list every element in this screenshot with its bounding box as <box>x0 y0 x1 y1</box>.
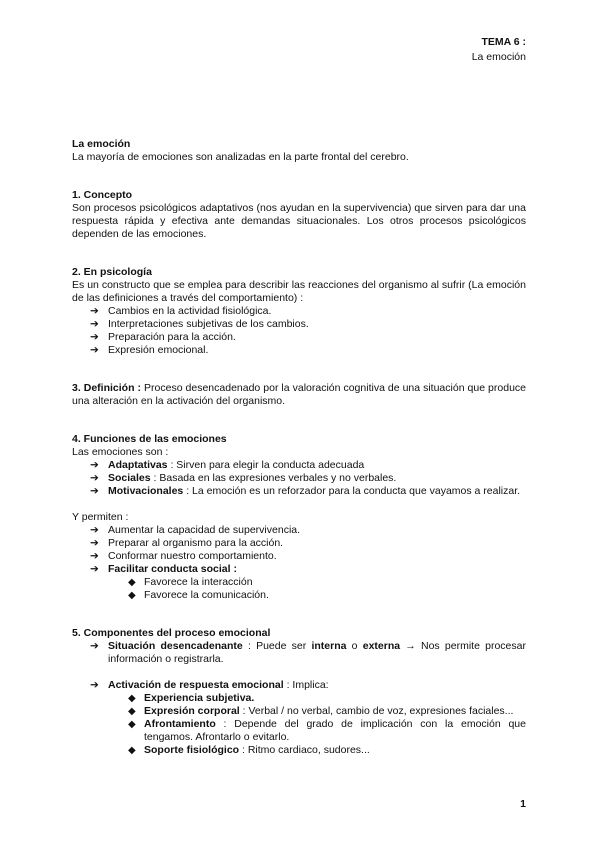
list-item <box>90 305 526 318</box>
section-title: 2. En psicología <box>72 266 152 278</box>
arrow-icon: ➔ <box>90 331 99 343</box>
list-item-text: Interpretaciones subjetivas de los cambios. <box>108 318 309 330</box>
arrow-icon: ➔ <box>90 344 99 356</box>
arrow-icon: ➔ <box>90 472 99 484</box>
list-item <box>128 692 526 705</box>
arrow-list <box>72 524 526 602</box>
list-item-term: Afrontamiento <box>144 718 216 730</box>
diamond-icon: ◆ <box>128 706 136 717</box>
list-item-term: Activación de respuesta emocional <box>108 679 284 691</box>
list-item <box>90 524 526 537</box>
arrow-icon: ➔ <box>90 563 99 575</box>
paragraph: Proceso desencadenado por la valoración cognitiva de una situación que produce una alteración en la activación del organismo. <box>72 382 526 407</box>
arrow-icon: ➔ <box>90 679 99 691</box>
diamond-list <box>108 692 526 757</box>
list-item-text: Preparación para la acción. <box>108 331 236 343</box>
conjunction: o <box>346 640 363 652</box>
paragraph: La mayoría de emociones son analizadas en la parte frontal del cerebro. <box>72 151 409 163</box>
list-item <box>128 589 526 602</box>
list-item <box>128 718 526 744</box>
arrow-icon: ➔ <box>90 640 99 652</box>
header-subject: La emoción <box>471 51 526 63</box>
list-item-text: : Ritmo cardiaco, sudores... <box>239 744 370 756</box>
list-item <box>128 576 526 589</box>
list-item-text: Favorece la comunicación. <box>144 589 269 601</box>
list-item-text: : Sirven para elegir la conducta adecuada <box>167 459 365 471</box>
list-item <box>90 563 526 602</box>
list-item <box>90 472 526 485</box>
arrow-list <box>72 679 526 757</box>
section-title: 1. Concepto <box>72 189 133 201</box>
list-item-text: : Implica: <box>283 679 329 691</box>
arrow-icon: ➔ <box>90 459 99 471</box>
list-item <box>90 640 526 666</box>
page-number: 1 <box>520 798 526 810</box>
list-item <box>90 485 526 498</box>
term-interna: interna <box>311 640 347 652</box>
section-title: La emoción <box>72 138 131 150</box>
arrow-icon: ➔ <box>90 485 99 497</box>
list-item-text: Cambios en la actividad fisiológica. <box>108 305 272 317</box>
arrow-icon: ➔ <box>90 524 99 536</box>
arrow-icon: ➔ <box>90 318 99 330</box>
list-item <box>128 705 526 718</box>
section-title: 5. Componentes del proceso emocional <box>72 627 271 639</box>
diamond-list <box>108 576 526 602</box>
list-item <box>90 331 526 344</box>
section-psicologia <box>72 266 526 357</box>
list-item-text: Preparar al organismo para la acción. <box>108 537 284 549</box>
list-item-text: : Depende del grado de implicación con la emoción que tengamos. Afrontarlo o evitarlo. <box>144 718 526 743</box>
list-item <box>90 459 526 472</box>
list-item-text: → Nos permite procesar información o registrarla. <box>108 640 526 665</box>
list-item-text: Aumentar la capacidad de supervivencia. <box>108 524 301 536</box>
list-item-term: Experiencia subjetiva. <box>144 692 255 704</box>
paragraph: Es un constructo que se emplea para describir las reacciones del organismo al sufrir (La emoción de las definiciones a través del comportamiento) : <box>72 279 526 304</box>
list-item <box>90 344 526 357</box>
list-item <box>90 318 526 331</box>
section-intro <box>72 138 526 164</box>
list-item <box>90 550 526 563</box>
diamond-icon: ◆ <box>128 745 136 756</box>
list-item-term: Sociales <box>108 472 151 484</box>
paragraph: Las emociones son : <box>72 446 169 458</box>
section-funciones <box>72 433 526 602</box>
list-item-term: Soporte fisiológico <box>144 744 240 756</box>
list-item-text: : Basada en las expresiones verbales y no verbales. <box>150 472 397 484</box>
section-componentes <box>72 627 526 757</box>
arrow-icon: ➔ <box>90 537 99 549</box>
header-topic: TEMA 6 : <box>481 36 526 48</box>
section-title: 3. Definición : <box>72 382 142 394</box>
diamond-icon: ◆ <box>128 577 136 588</box>
list-item-text: Conformar nuestro comportamiento. <box>108 550 277 562</box>
list-item-term: Facilitar conducta social : <box>108 563 237 575</box>
list-item <box>90 679 526 757</box>
term-externa: externa <box>362 640 401 652</box>
section-concepto <box>72 189 526 241</box>
page-header <box>472 36 526 64</box>
list-item-text: : Verbal / no verbal, cambio de voz, expresiones faciales... <box>239 705 514 717</box>
list-item-term: Expresión corporal <box>144 705 240 717</box>
diamond-icon: ◆ <box>128 590 136 601</box>
arrow-icon: ➔ <box>90 550 99 562</box>
list-item-term: Situación desencadenante <box>108 640 243 652</box>
paragraph: Son procesos psicológicos adaptativos (nos ayudan en la supervivencia) que sirven para dar una respuesta rápida y efectiva ante demandas situacionales. Los otros procesos psicológicos dependen de las emociones. <box>72 202 526 240</box>
paragraph: Y permiten : <box>72 511 129 523</box>
list-item-text: Favorece la interacción <box>144 576 253 588</box>
list-item-text: : La emoción es un reforzador para la conducta que vayamos a realizar. <box>183 485 521 497</box>
arrow-icon: ➔ <box>90 305 99 317</box>
list-item <box>128 744 526 757</box>
list-item-term: Adaptativas <box>108 459 168 471</box>
list-item <box>90 537 526 550</box>
list-item-term: Motivacionales <box>108 485 184 497</box>
diamond-icon: ◆ <box>128 719 136 730</box>
diamond-icon: ◆ <box>128 693 136 704</box>
arrow-list <box>72 459 526 498</box>
arrow-list <box>72 305 526 357</box>
arrow-list <box>72 640 526 666</box>
document-body <box>72 138 526 757</box>
list-item-text: : Puede ser <box>242 640 312 652</box>
section-definicion <box>72 382 526 408</box>
list-item-text: Expresión emocional. <box>108 344 209 356</box>
section-title: 4. Funciones de las emociones <box>72 433 227 445</box>
